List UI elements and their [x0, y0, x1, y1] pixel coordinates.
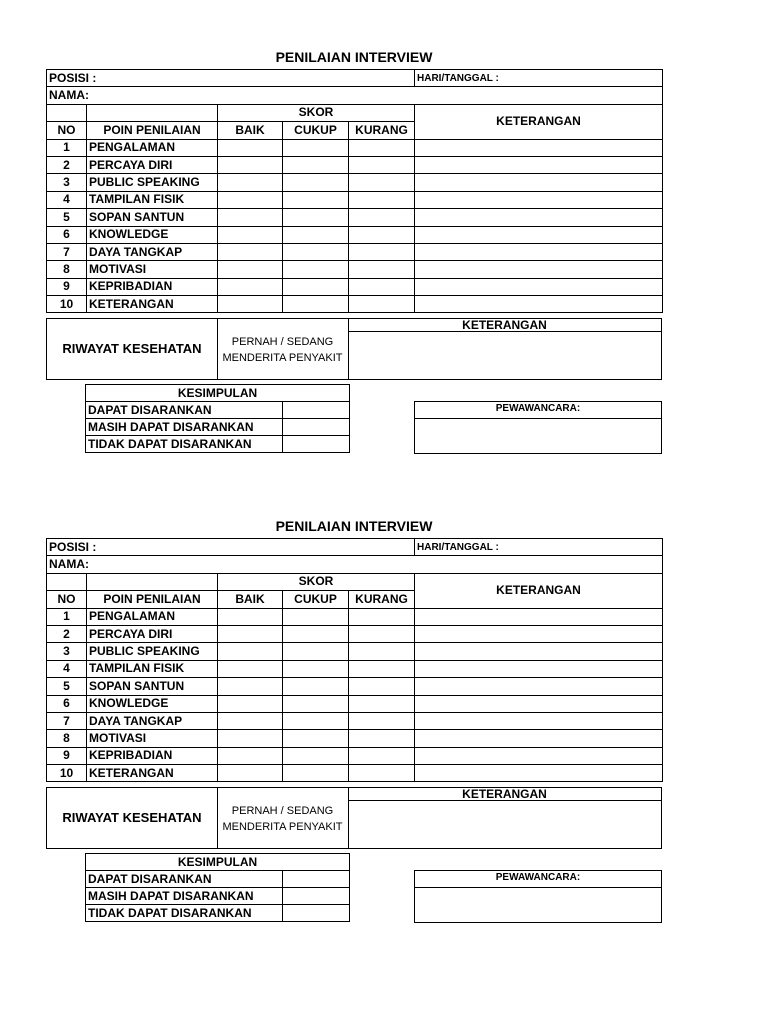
item-number: 1 — [47, 608, 87, 625]
kesimpulan-row — [86, 888, 350, 905]
interview-form — [0, 0, 768, 470]
kesimpulan-option-label: MASIH DAPAT DISARANKAN — [86, 888, 283, 905]
table-row — [47, 226, 663, 243]
baik-cell[interactable] — [218, 139, 283, 156]
item-number: 2 — [47, 625, 87, 642]
item-number: 10 — [47, 296, 87, 313]
item-label: MOTIVASI — [87, 261, 218, 278]
kurang-cell[interactable] — [349, 261, 415, 278]
keterangan-cell[interactable] — [415, 296, 663, 313]
kurang-header: KURANG — [349, 122, 415, 139]
kesimpulan-row — [86, 905, 350, 922]
kurang-cell[interactable] — [349, 747, 415, 764]
poin-header: POIN PENILAIAN — [87, 591, 218, 608]
table-row — [47, 243, 663, 260]
kesimpulan-checkbox[interactable] — [283, 402, 350, 419]
item-label: PUBLIC SPEAKING — [87, 174, 218, 191]
table-row — [47, 296, 663, 313]
baik-cell[interactable] — [218, 209, 283, 226]
kurang-cell[interactable] — [349, 608, 415, 625]
keterangan-cell[interactable] — [415, 243, 663, 260]
pewawancara-label: PEWAWANCARA: — [495, 872, 581, 883]
item-number: 4 — [47, 660, 87, 677]
kesimpulan-option-label: TIDAK DAPAT DISARANKAN — [86, 905, 283, 922]
baik-cell[interactable] — [218, 608, 283, 625]
penyakit-label: PERNAH / SEDANG MENDERITA PENYAKIT — [222, 336, 343, 364]
item-number: 5 — [47, 678, 87, 695]
cukup-cell[interactable] — [283, 278, 349, 295]
item-label: MOTIVASI — [87, 730, 218, 747]
keterangan-cell[interactable] — [415, 191, 663, 208]
cukup-cell[interactable] — [283, 191, 349, 208]
kurang-cell[interactable] — [349, 296, 415, 313]
kurang-cell[interactable] — [349, 191, 415, 208]
item-number: 1 — [47, 139, 87, 156]
kurang-cell[interactable] — [349, 174, 415, 191]
table-row — [47, 156, 663, 173]
table-row — [47, 139, 663, 156]
kesimpulan-row — [86, 402, 350, 419]
cukup-cell[interactable] — [283, 695, 349, 712]
assessment-table — [46, 69, 663, 313]
baik-cell[interactable] — [218, 243, 283, 260]
item-label: KETERANGAN — [87, 296, 218, 313]
table-row — [47, 174, 663, 191]
kurang-cell[interactable] — [349, 695, 415, 712]
item-label: PENGALAMAN — [87, 139, 218, 156]
cukup-cell[interactable] — [283, 174, 349, 191]
skor-header: SKOR — [218, 573, 415, 590]
posisi-field[interactable]: POSISI : — [47, 70, 415, 87]
cukup-cell[interactable] — [283, 261, 349, 278]
skor-header: SKOR — [218, 104, 415, 121]
cukup-cell[interactable] — [283, 660, 349, 677]
cukup-cell[interactable] — [283, 608, 349, 625]
kesimpulan-header: KESIMPULAN — [86, 385, 350, 402]
baik-cell[interactable] — [218, 625, 283, 642]
item-label: SOPAN SANTUN — [87, 678, 218, 695]
baik-cell[interactable] — [218, 712, 283, 729]
table-row — [47, 608, 663, 625]
item-label: DAYA TANGKAP — [87, 243, 218, 260]
table-row — [47, 660, 663, 677]
item-number: 10 — [47, 765, 87, 782]
no-header: NO — [47, 591, 87, 608]
table-row — [47, 209, 663, 226]
keterangan-kesehatan-field[interactable] — [349, 332, 661, 379]
baik-cell[interactable] — [218, 747, 283, 764]
nama-field[interactable]: NAMA: — [47, 556, 663, 573]
item-number: 3 — [47, 643, 87, 660]
keterangan-cell[interactable] — [415, 608, 663, 625]
cukup-cell[interactable] — [283, 139, 349, 156]
cukup-cell[interactable] — [283, 678, 349, 695]
riwayat-kesehatan-section — [46, 318, 662, 380]
item-label: PENGALAMAN — [87, 608, 218, 625]
item-number: 8 — [47, 261, 87, 278]
keterangan-cell[interactable] — [415, 174, 663, 191]
kurang-cell[interactable] — [349, 625, 415, 642]
baik-cell[interactable] — [218, 261, 283, 278]
keterangan-kesehatan-field[interactable] — [349, 801, 661, 848]
table-row — [47, 730, 663, 747]
item-number: 4 — [47, 191, 87, 208]
cukup-cell[interactable] — [283, 625, 349, 642]
riwayat-kesehatan-label: RIWAYAT KESEHATAN — [62, 810, 202, 825]
kurang-cell[interactable] — [349, 730, 415, 747]
item-label: PERCAYA DIRI — [87, 156, 218, 173]
kesimpulan-row — [86, 419, 350, 436]
cukup-cell[interactable] — [283, 296, 349, 313]
kurang-cell[interactable] — [349, 660, 415, 677]
table-row — [47, 643, 663, 660]
item-label: KEPRIBADIAN — [87, 278, 218, 295]
item-label: PUBLIC SPEAKING — [87, 643, 218, 660]
item-number: 9 — [47, 278, 87, 295]
kurang-cell[interactable] — [349, 243, 415, 260]
keterangan-cell[interactable] — [415, 625, 663, 642]
kesimpulan-checkbox[interactable] — [283, 871, 350, 888]
cukup-cell[interactable] — [283, 765, 349, 782]
keterangan-kesehatan-header: KETERANGAN — [462, 318, 547, 332]
keterangan-cell[interactable] — [415, 730, 663, 747]
item-number: 2 — [47, 156, 87, 173]
keterangan-cell[interactable] — [415, 695, 663, 712]
item-number: 8 — [47, 730, 87, 747]
item-label: DAYA TANGKAP — [87, 712, 218, 729]
cukup-cell[interactable] — [283, 209, 349, 226]
kesimpulan-row — [86, 871, 350, 888]
hari-tanggal-field[interactable]: HARI/TANGGAL : — [415, 70, 663, 87]
baik-cell[interactable] — [218, 643, 283, 660]
table-row — [47, 765, 663, 782]
keterangan-cell[interactable] — [415, 139, 663, 156]
cukup-cell[interactable] — [283, 243, 349, 260]
posisi-field[interactable]: POSISI : — [47, 539, 415, 556]
interview-form — [0, 469, 768, 939]
kesimpulan-checkbox[interactable] — [283, 436, 350, 453]
keterangan-cell[interactable] — [415, 660, 663, 677]
keterangan-cell[interactable] — [415, 209, 663, 226]
kesimpulan-option-label: DAPAT DISARANKAN — [86, 402, 283, 419]
item-label: KETERANGAN — [87, 765, 218, 782]
cukup-header: CUKUP — [283, 591, 349, 608]
kurang-cell[interactable] — [349, 278, 415, 295]
table-row — [47, 678, 663, 695]
item-label: PERCAYA DIRI — [87, 625, 218, 642]
keterangan-cell[interactable] — [415, 278, 663, 295]
table-row — [47, 695, 663, 712]
kurang-cell[interactable] — [349, 678, 415, 695]
keterangan-cell[interactable] — [415, 261, 663, 278]
kurang-cell[interactable] — [349, 765, 415, 782]
kesimpulan-checkbox[interactable] — [283, 905, 350, 922]
pewawancara-box — [414, 870, 662, 923]
item-number: 7 — [47, 243, 87, 260]
cukup-cell[interactable] — [283, 730, 349, 747]
table-row — [47, 261, 663, 278]
table-row — [47, 278, 663, 295]
keterangan-cell[interactable] — [415, 643, 663, 660]
item-label: KNOWLEDGE — [87, 695, 218, 712]
kurang-header: KURANG — [349, 591, 415, 608]
item-number: 6 — [47, 226, 87, 243]
keterangan-cell[interactable] — [415, 678, 663, 695]
baik-header: BAIK — [218, 122, 283, 139]
item-label: KNOWLEDGE — [87, 226, 218, 243]
kesimpulan-option-label: MASIH DAPAT DISARANKAN — [86, 419, 283, 436]
poin-header: POIN PENILAIAN — [87, 122, 218, 139]
baik-cell[interactable] — [218, 730, 283, 747]
item-number: 3 — [47, 174, 87, 191]
baik-cell[interactable] — [218, 678, 283, 695]
cukup-cell[interactable] — [283, 747, 349, 764]
penyakit-label: PERNAH / SEDANG MENDERITA PENYAKIT — [222, 805, 343, 833]
kesimpulan-row — [86, 436, 350, 453]
pewawancara-box — [414, 401, 662, 454]
kesimpulan-checkbox[interactable] — [283, 419, 350, 436]
form-title: PENILAIAN INTERVIEW — [275, 518, 433, 534]
kurang-cell[interactable] — [349, 643, 415, 660]
baik-cell[interactable] — [218, 765, 283, 782]
nama-field[interactable]: NAMA: — [47, 87, 663, 104]
kesimpulan-option-label: DAPAT DISARANKAN — [86, 871, 283, 888]
kesimpulan-table — [85, 384, 350, 453]
keterangan-header: KETERANGAN — [415, 573, 663, 608]
item-label: KEPRIBADIAN — [87, 747, 218, 764]
baik-header: BAIK — [218, 591, 283, 608]
kurang-cell[interactable] — [349, 156, 415, 173]
cukup-cell[interactable] — [283, 156, 349, 173]
riwayat-kesehatan-label: RIWAYAT KESEHATAN — [62, 341, 202, 356]
form-title: PENILAIAN INTERVIEW — [275, 49, 433, 65]
keterangan-header: KETERANGAN — [415, 104, 663, 139]
kesimpulan-checkbox[interactable] — [283, 888, 350, 905]
item-number: 5 — [47, 209, 87, 226]
kurang-cell[interactable] — [349, 139, 415, 156]
keterangan-cell[interactable] — [415, 712, 663, 729]
keterangan-cell[interactable] — [415, 156, 663, 173]
item-label: TAMPILAN FISIK — [87, 191, 218, 208]
keterangan-cell[interactable] — [415, 226, 663, 243]
pewawancara-signature-field[interactable] — [415, 888, 661, 922]
item-number: 6 — [47, 695, 87, 712]
item-number: 9 — [47, 747, 87, 764]
assessment-table — [46, 538, 663, 782]
item-label: TAMPILAN FISIK — [87, 660, 218, 677]
kurang-cell[interactable] — [349, 712, 415, 729]
keterangan-kesehatan-header: KETERANGAN — [462, 787, 547, 801]
no-header: NO — [47, 122, 87, 139]
baik-cell[interactable] — [218, 660, 283, 677]
baik-cell[interactable] — [218, 156, 283, 173]
baik-cell[interactable] — [218, 296, 283, 313]
pewawancara-signature-field[interactable] — [415, 419, 661, 453]
pewawancara-label: PEWAWANCARA: — [495, 403, 581, 414]
table-row — [47, 625, 663, 642]
riwayat-kesehatan-section — [46, 787, 662, 849]
keterangan-cell[interactable] — [415, 765, 663, 782]
table-row — [47, 747, 663, 764]
kesimpulan-table — [85, 853, 350, 922]
item-number: 7 — [47, 712, 87, 729]
keterangan-cell[interactable] — [415, 747, 663, 764]
cukup-header: CUKUP — [283, 122, 349, 139]
hari-tanggal-field[interactable]: HARI/TANGGAL : — [415, 539, 663, 556]
baik-cell[interactable] — [218, 695, 283, 712]
kesimpulan-option-label: TIDAK DAPAT DISARANKAN — [86, 436, 283, 453]
table-row — [47, 191, 663, 208]
kurang-cell[interactable] — [349, 226, 415, 243]
baik-cell[interactable] — [218, 278, 283, 295]
cukup-cell[interactable] — [283, 712, 349, 729]
table-row — [47, 712, 663, 729]
cukup-cell[interactable] — [283, 643, 349, 660]
baik-cell[interactable] — [218, 226, 283, 243]
baik-cell[interactable] — [218, 191, 283, 208]
baik-cell[interactable] — [218, 174, 283, 191]
cukup-cell[interactable] — [283, 226, 349, 243]
item-label: SOPAN SANTUN — [87, 209, 218, 226]
kurang-cell[interactable] — [349, 209, 415, 226]
kesimpulan-header: KESIMPULAN — [86, 854, 350, 871]
